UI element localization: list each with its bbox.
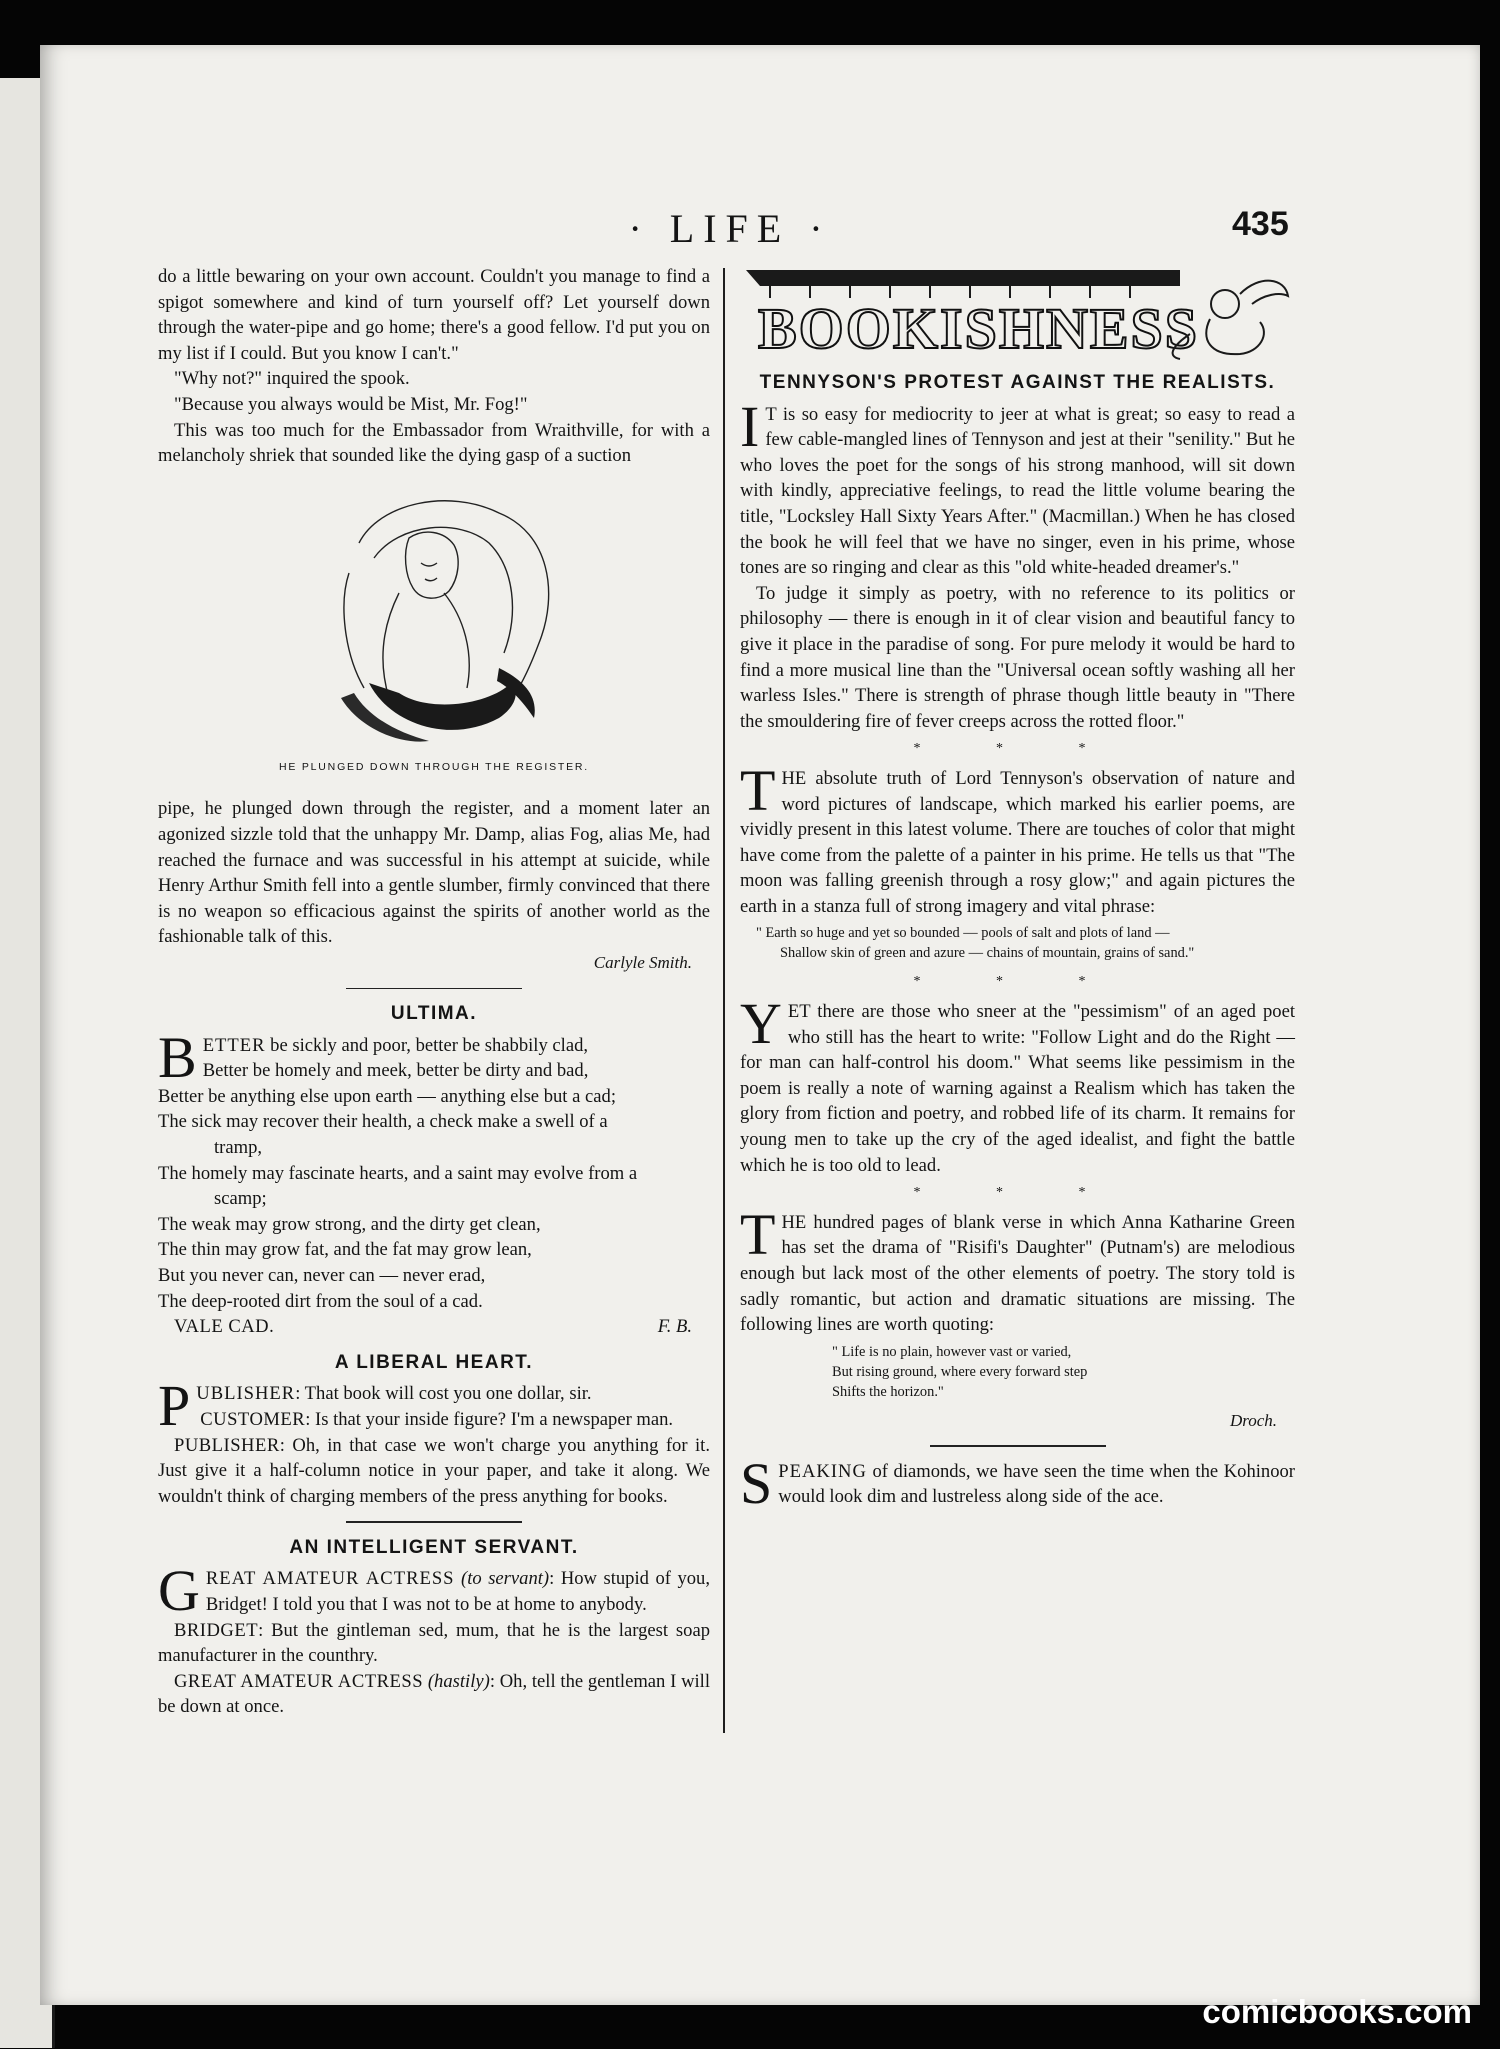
drop-cap: P (158, 1373, 191, 1439)
quote-line: Shifts the horizon." (832, 1383, 944, 1400)
left-column (158, 264, 710, 1720)
story-paragraph: pipe, he plunged down through the register, and a moment later an agonized sizzle told that the unhappy Mr. Damp, alias Fog, alias Me, had reached the furnace and was successful in his attempt at suicide, while Henry Arthur Smith fell into a gentle slumber, firmly convinced that there is no weapon so efficacious against the spirits of another world as the fashionable talk of this. (158, 798, 710, 948)
ghost-illustration (249, 483, 619, 753)
section-rule (930, 1445, 1106, 1447)
poem-footer (158, 1314, 710, 1340)
review-paragraph: I T is so easy for mediocrity to jeer at what is great; so easy to read a few cable-mangled lines of Tennyson and jest at their "senility." But he who loves the poet for the songs of his strong manhood, will sit down with kindly, appreciative feelings, to read the little volume bearing the title, "Locksley Hall Sixty Years After." (Macmillan.) When he has closed the book he will feel that we have no singer, even in his prime, whose tones are so ringing and clear as this "old white-headed dreamer's." (740, 393, 1295, 579)
poem-line: Better be homely and meek, better be dirty and bad, (202, 1060, 589, 1082)
story-paragraph: "Why not?" inquired the spook. (174, 368, 410, 390)
drop-cap: S (740, 1450, 773, 1516)
poem-line: The homely may fascinate hearts, and a saint may evolve from a (158, 1162, 638, 1184)
quote-line: " Life is no plain, however vast or varied, (832, 1343, 1072, 1360)
section-stars: * * * (913, 974, 1122, 990)
liberal-heart-title: A LIBERAL HEART. (334, 1351, 534, 1373)
poem-line: Better be anything else upon earth — anything else but a cad; (158, 1085, 616, 1107)
drop-cap: T (740, 1201, 776, 1267)
site-watermark: comicbooks.com (1202, 1993, 1472, 2030)
column-divider (723, 268, 725, 1733)
drop-cap: Y (740, 991, 782, 1057)
poem-line: The weak may grow strong, and the dirty get clean, (158, 1213, 541, 1235)
vale-cad: VALE CAD. (174, 1316, 275, 1338)
story-paragraph: This was too much for the Embassador from Wraithville, for with a melancholy shriek that sounded like the dying gasp of a suction (158, 419, 710, 467)
section-stars: * * * (913, 741, 1122, 757)
review-signature: Droch. (1229, 1410, 1277, 1430)
masthead: · LIFE · (628, 206, 832, 251)
section-rule (346, 988, 522, 990)
dialogue-paragraph: PUBLISHER: That book will cost you one dollar, sir. CUSTOMER: Is that your inside figure? I'm a newspaper man. (158, 1373, 674, 1439)
quote-line: Shallow skin of green and azure — chains of mountain, grains of sand." (780, 945, 1195, 962)
figure-caption: HE PLUNGED DOWN THROUGH THE REGISTER. (278, 760, 590, 773)
ultima-title: ULTIMA. (390, 1003, 478, 1024)
review-paragraph: THE hundred pages of blank verse in which Anna Katharine Green has set the drama of "Risifi's Daughter" (Putnam's) are melodious enough but lack most of the other elements of poetry. The story told is sadly romantic, but action and dramatic situations are missing. The following lines are worth quoting: (740, 1201, 1295, 1336)
section-rule (346, 1521, 522, 1523)
dialogue-paragraph: GREAT AMATEUR ACTRESS (to servant): How stupid of you, Bridget! I told you that I was not to be at home to anybody. (158, 1558, 710, 1624)
verse-quote (740, 1342, 1295, 1402)
quote-line: But rising ground, where every forward step (832, 1363, 1088, 1380)
poem-line: BETTER be sickly and poor, better be shabbily clad, (158, 1024, 589, 1090)
drop-cap: T (740, 757, 776, 823)
banner-title: BOOKISHNESS (758, 296, 1200, 361)
tennyson-title: TENNYSON'S PROTEST AGAINST THE REALISTS. (759, 372, 1276, 393)
diamonds-paragraph: SPEAKING of diamonds, we have seen the time when the Kohinoor would look dim and lustreless along side of the ace. (740, 1450, 1295, 1516)
story-paragraph: do a little bewaring on your own account. Couldn't you manage to find a spigot somewhere and kind of turn yourself off? Let yourself down through the water-pipe and go home; there's a good fellow. I'd put you on my list if I could. But you know I can't." (158, 266, 710, 364)
page-header (0, 205, 1500, 265)
right-column (740, 264, 1295, 1516)
verse-quote (740, 923, 1295, 963)
review-paragraph: YET there are those who sneer at the "pessimism" of an aged poet who still has the heart to write: "Follow Light and do the Right — for man can half-control his doom." What seems like pessimism in the poem is really a note of warning against a Realism which has taken the glory from fiction and poetry, and robbed life of its charm. It remains for young men to take up the cry of the aged idealist, and fight the battle which he is too old to lead. (740, 991, 1295, 1176)
poem-line: tramp, (214, 1136, 263, 1158)
ultima-poem (158, 1024, 710, 1340)
poem-line: The sick may recover their health, a check make a swell of a (158, 1111, 608, 1133)
intelligent-servant-title: AN INTELLIGENT SERVANT. (289, 1536, 579, 1558)
poem-line: But you never can, never can — never erad, (158, 1264, 486, 1286)
dialogue-paragraph: GREAT AMATEUR ACTRESS (hastily): Oh, tell the gentleman I will be down at once. (158, 1670, 710, 1718)
drop-cap: G (158, 1558, 200, 1624)
dialogue-paragraph: BRIDGET: But the gintleman sed, mum, that he is the largest soap manufacturer in the counthry. (158, 1619, 710, 1667)
page-number: 435 (1232, 205, 1289, 243)
review-paragraph: THE absolute truth of Lord Tennyson's observation of nature and word pictures of landscape, which marked his earlier poems, are vividly present in this latest volume. There are touches of color that might have come from the palette of a painter in his prime. He tells us that "The moon was falling greenish through a rosy glow;" and again pictures the earth in a stanza full of strong imagery and vital phrase: (740, 757, 1295, 917)
bookishness-banner (740, 264, 1295, 362)
drop-cap: B (158, 1024, 197, 1090)
dialogue-paragraph: PUBLISHER: Oh, in that case we won't charge you anything for it. Just give it a half-column notice in your paper, and take it along. We wouldn't think of charging members of the press anything for books. (158, 1434, 710, 1507)
drop-cap: I (740, 393, 760, 459)
section-stars: * * * (913, 1185, 1122, 1201)
story-paragraph: "Because you always would be Mist, Mr. Fog!" (174, 393, 528, 415)
poem-line: The thin may grow fat, and the fat may grow lean, (158, 1239, 532, 1261)
poem-line: scamp; (214, 1188, 267, 1210)
poem-signature: F. B. (657, 1316, 692, 1338)
story-signature: Carlyle Smith. (593, 952, 692, 972)
review-paragraph: To judge it simply as poetry, with no reference to its politics or philosophy — there is enough in it of clear vision and beautiful fancy to give it place in the paradise of song. For pure melody it would be hard to find a more musical line than the "Universal ocean softly washing all her warless Isles." There is strength of phrase though little beauty in "There the smouldering fire of fever creeps across the rotted floor." (740, 582, 1295, 732)
poem-line: The deep-rooted dirt from the soul of a cad. (158, 1290, 483, 1312)
quote-line: " Earth so huge and yet so bounded — pools of salt and plots of land — (756, 925, 1170, 942)
